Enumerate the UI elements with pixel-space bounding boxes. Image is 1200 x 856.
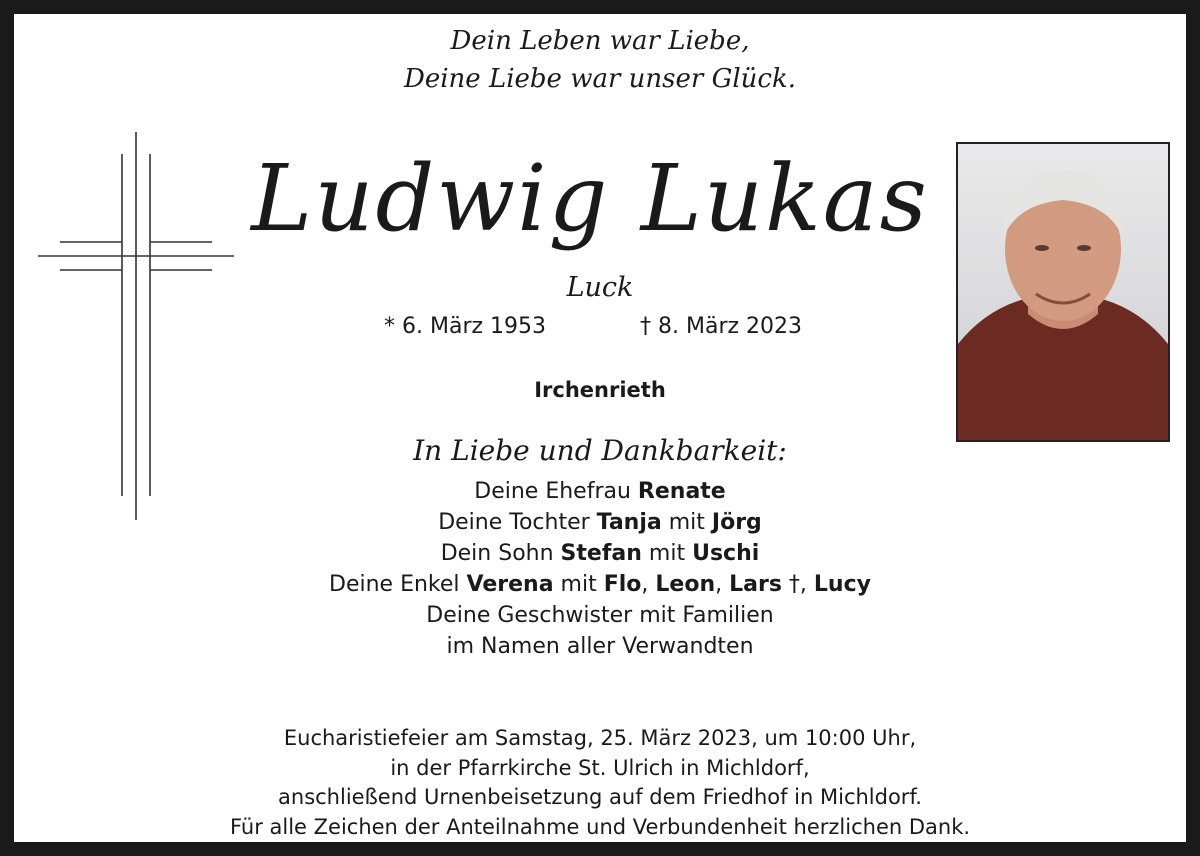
family-text: , <box>641 572 656 597</box>
family-text: mit <box>661 510 712 535</box>
family-name: Lucy <box>813 572 871 597</box>
family-name: Tanja <box>596 510 662 535</box>
motto <box>0 22 1200 98</box>
family-line <box>0 600 1200 631</box>
family-text: Deine Ehefrau <box>474 479 638 504</box>
family-name: Verena <box>466 572 554 597</box>
family-list <box>0 476 1200 662</box>
hometown: Irchenrieth <box>534 378 666 402</box>
family-name: Flo <box>603 572 642 597</box>
family-name: Uschi <box>692 541 760 566</box>
funeral-line-4: Für alle Zeichen der Anteilnahme und Verbundenheit herzlichen Dank. <box>229 814 971 839</box>
family-line <box>0 507 1200 538</box>
funeral-line-2: in der Pfarrkirche St. Ulrich in Michldorf, <box>390 755 810 780</box>
family-text: mit <box>641 541 693 566</box>
motto-line-1: Dein Leben war Liebe, <box>450 26 750 56</box>
family-text: , <box>715 572 730 597</box>
family-name: Stefan <box>560 541 642 566</box>
deceased-nickname: Luck <box>566 272 634 303</box>
funeral-line-1: Eucharistiefeier am Samstag, 25. März 2023, um 10:00 Uhr, <box>283 726 917 750</box>
family-text: Deine Tochter <box>438 510 597 535</box>
portrait-photo <box>956 142 1170 442</box>
birth-date: * 6. März 1953 <box>384 314 547 339</box>
family-text: im Namen aller Verwandten <box>446 634 754 659</box>
death-date: † 8. März 2023 <box>640 314 803 339</box>
family-line <box>0 569 1200 600</box>
family-line <box>0 476 1200 507</box>
family-text: Dein Sohn <box>440 541 561 566</box>
funeral-info <box>0 724 1200 842</box>
family-text: Deine Enkel <box>329 572 467 597</box>
family-name: Lars <box>729 572 782 597</box>
family-name: Jörg <box>711 510 762 535</box>
funeral-line-3: anschließend Urnenbeisetzung auf dem Friedhof in Michldorf. <box>278 785 922 809</box>
deceased-name: Ludwig Lukas <box>251 145 929 252</box>
family-text: †, <box>781 572 814 597</box>
family-text: Deine Geschwister mit Familien <box>426 603 774 628</box>
family-line <box>0 631 1200 662</box>
family-name: Leon <box>655 572 716 597</box>
motto-line-2: Deine Liebe war unser Glück. <box>404 64 796 94</box>
family-text: mit <box>553 572 604 597</box>
family-name: Renate <box>637 479 726 504</box>
thanks-heading: In Liebe und Dankbarkeit: <box>413 434 787 467</box>
family-line <box>0 538 1200 569</box>
